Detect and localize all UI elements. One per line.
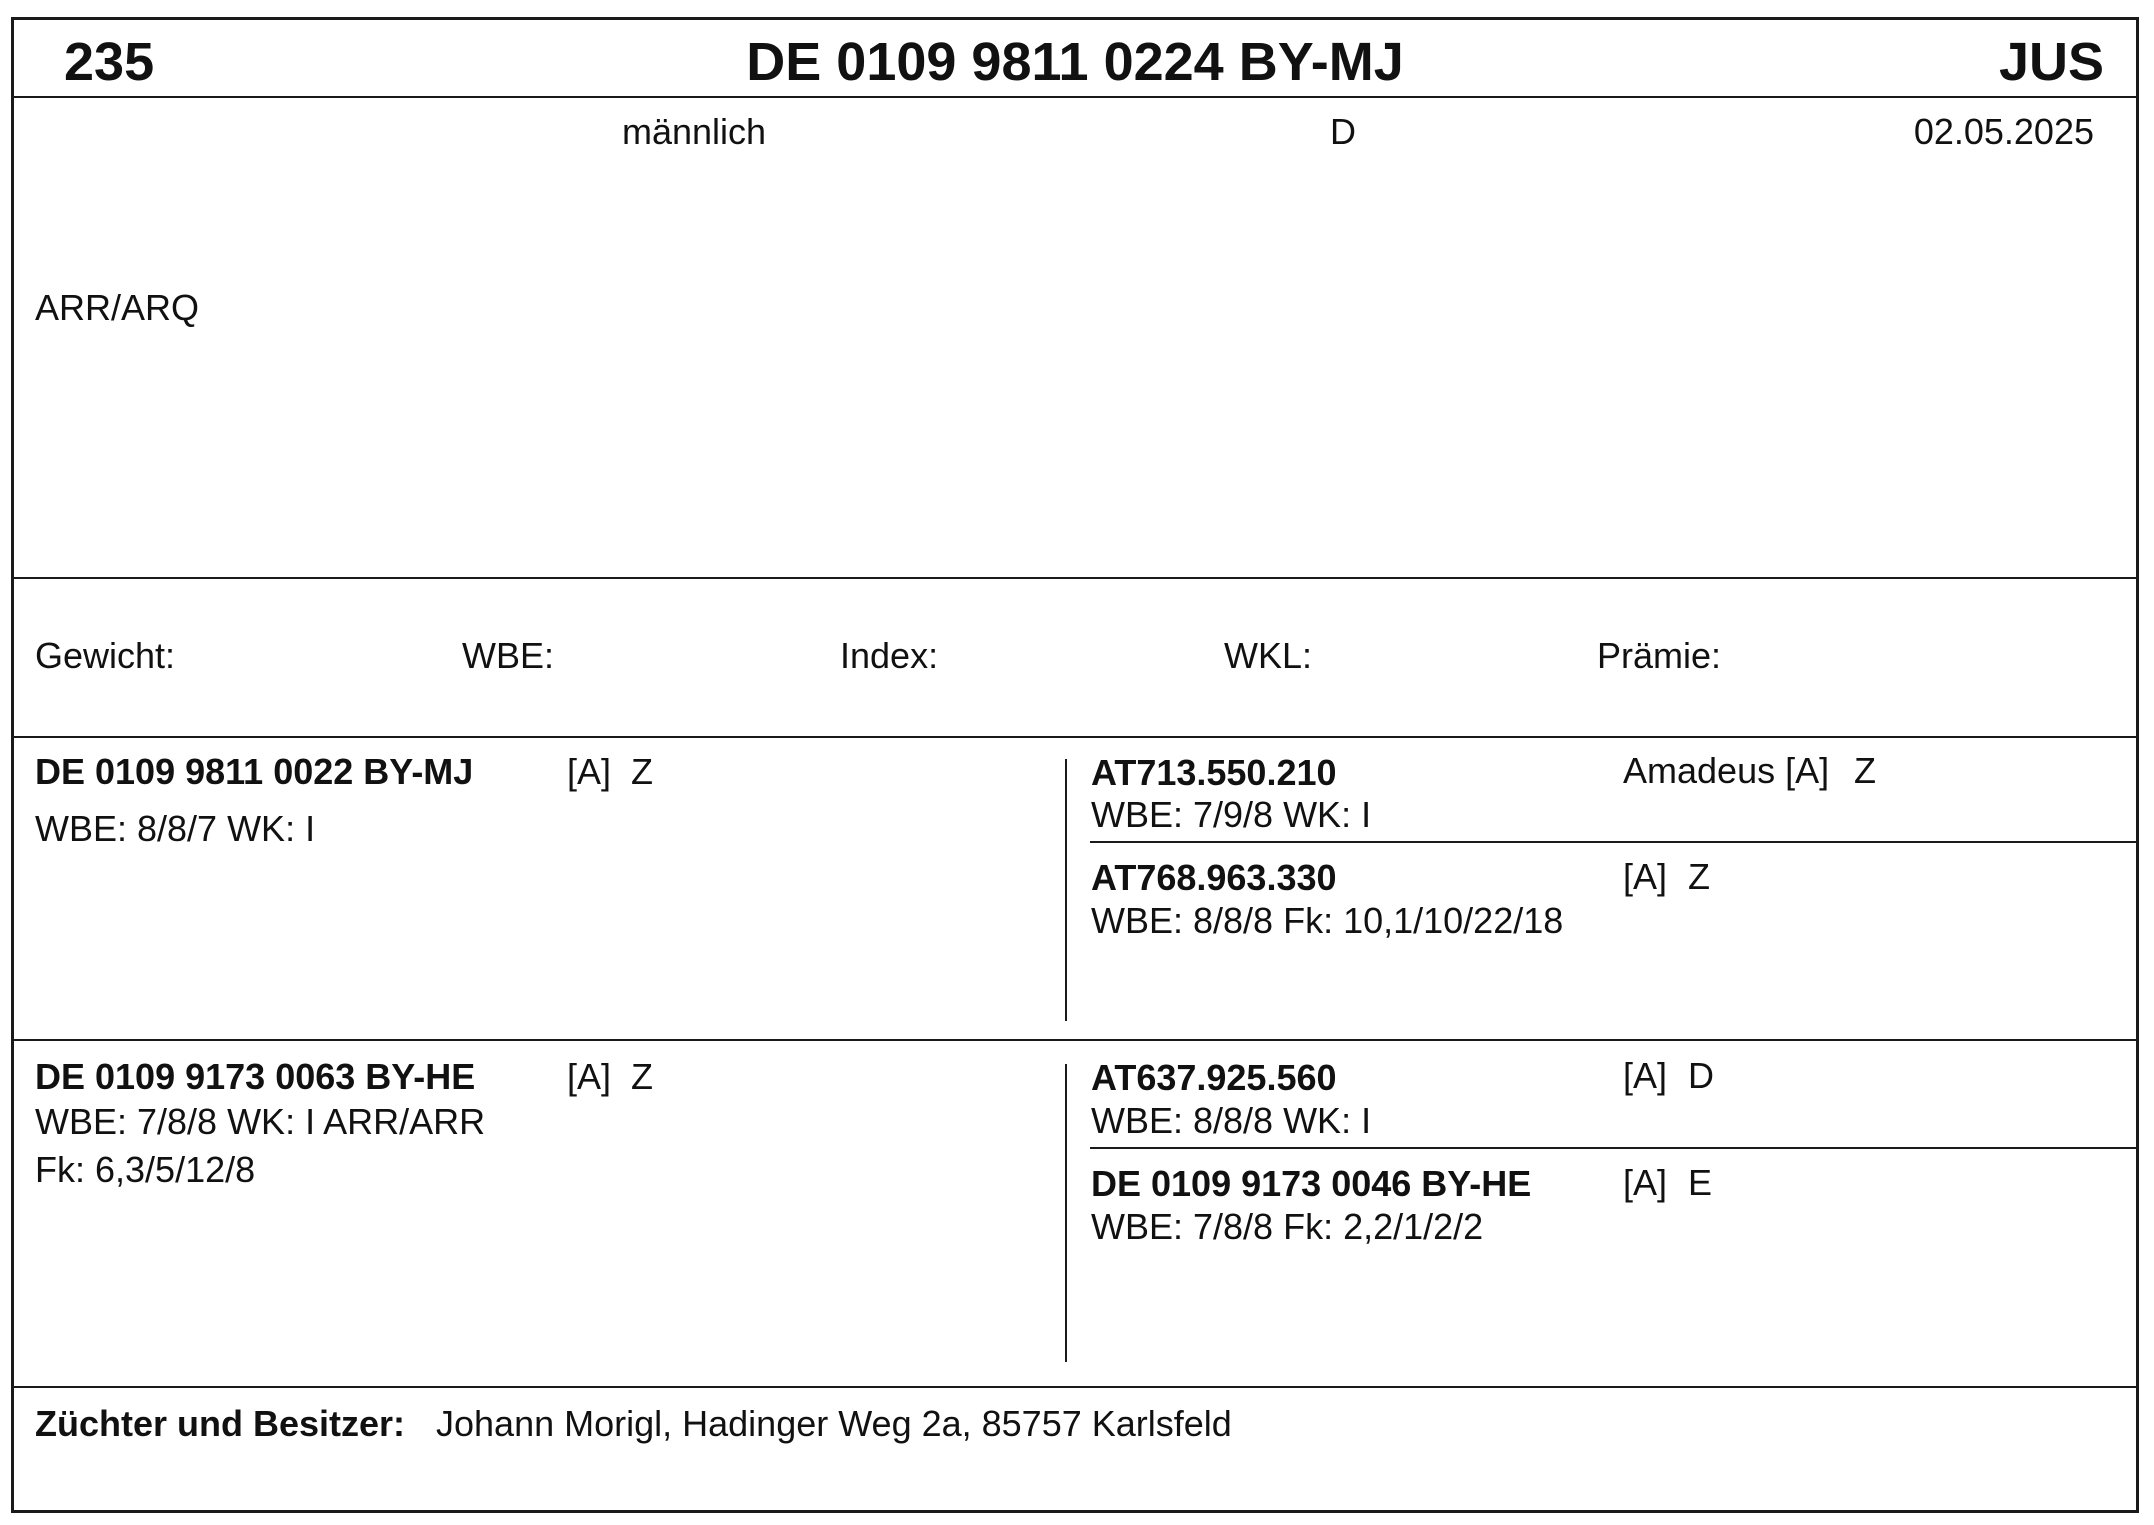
dam-sire-performance: WBE: 8/8/8 WK: I <box>1091 1100 1372 1141</box>
sire-dam-divider <box>14 1039 2136 1041</box>
sire-tag: [A] <box>567 751 612 792</box>
dam-sire-grade: D <box>1688 1055 1714 1096</box>
sire-sire-name-tag: Amadeus [A] <box>1623 750 1830 791</box>
dam-tag: [A] <box>567 1056 612 1097</box>
sire-sire-grade: Z <box>1854 750 1876 791</box>
sire-dam-id: AT768.963.330 <box>1091 857 1337 898</box>
dam-separator <box>1065 1064 1067 1362</box>
sire-sire-performance: WBE: 7/9/8 WK: I <box>1091 794 1372 835</box>
header-divider <box>14 96 2136 98</box>
dam-id: DE 0109 9173 0063 BY-HE <box>35 1056 476 1097</box>
sire-id: DE 0109 9811 0022 BY-MJ <box>35 751 474 792</box>
sire-dam-grade: Z <box>1688 856 1710 897</box>
wkl-label: WKL: <box>1224 635 1313 676</box>
sire-dam-tag: [A] <box>1623 856 1668 897</box>
country-value: D <box>1330 111 1356 152</box>
sire-sub-divider <box>1090 841 2136 843</box>
info-divider <box>14 577 2136 579</box>
stats-divider <box>14 736 2136 738</box>
dam-dam-id: DE 0109 9173 0046 BY-HE <box>1091 1163 1532 1204</box>
footer-divider <box>14 1386 2136 1388</box>
breeder-owner-label: Züchter und Besitzer: <box>35 1403 406 1444</box>
dam-grade: Z <box>631 1056 653 1097</box>
animal-card <box>11 17 2139 1513</box>
dam-dam-tag: [A] <box>1623 1162 1668 1203</box>
sex-value: männlich <box>622 111 767 152</box>
breed-code: JUS <box>1998 32 2104 92</box>
catalog-number: 235 <box>64 32 155 92</box>
premium-label: Prämie: <box>1597 635 1722 676</box>
sire-sire-id: AT713.550.210 <box>1091 752 1337 793</box>
dam-sub-divider <box>1090 1147 2136 1149</box>
genetic-code: ARR/ARQ <box>35 287 200 328</box>
dam-dam-performance: WBE: 7/8/8 Fk: 2,2/1/2/2 <box>1091 1206 1484 1247</box>
dam-fk-values: Fk: 6,3/5/12/8 <box>35 1149 256 1190</box>
dam-performance: WBE: 7/8/8 WK: I ARR/ARR <box>35 1101 486 1142</box>
sire-separator <box>1065 759 1067 1021</box>
dam-dam-grade: E <box>1688 1162 1713 1203</box>
date-value: 02.05.2025 <box>1913 111 2094 152</box>
wbe-label: WBE: <box>462 635 555 676</box>
weight-label: Gewicht: <box>35 635 176 676</box>
animal-id: DE 0109 9811 0224 BY-MJ <box>746 32 1404 92</box>
breeder-owner-value: Johann Morigl, Hadinger Weg 2a, 85757 Karlsfeld <box>436 1403 1232 1444</box>
sire-performance: WBE: 8/8/7 WK: I <box>35 808 316 849</box>
dam-sire-tag: [A] <box>1623 1055 1668 1096</box>
sire-grade: Z <box>631 751 653 792</box>
sire-dam-performance: WBE: 8/8/8 Fk: 10,1/10/22/18 <box>1091 900 1564 941</box>
index-label: Index: <box>840 635 939 676</box>
dam-sire-id: AT637.925.560 <box>1091 1057 1337 1098</box>
